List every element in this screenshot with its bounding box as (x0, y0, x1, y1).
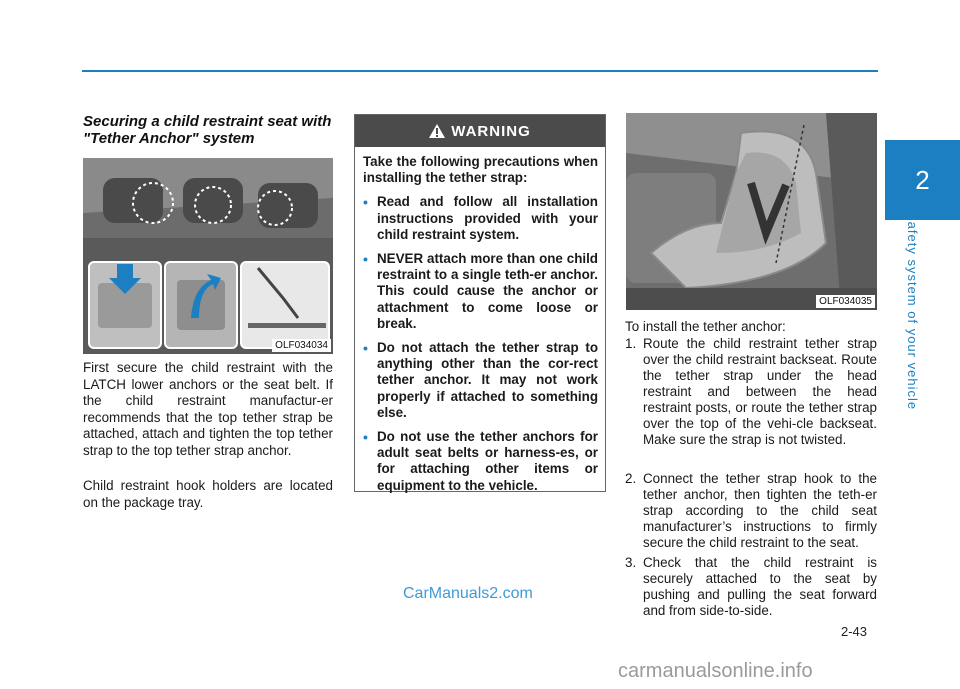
step-number: 1. (625, 336, 637, 351)
step-text: Connect the tether strap hook to the tether anchor, then tighten the teth-er strap according to the child seat manufacturer’s instructions to firmly secure the child restraint to the seat. (643, 471, 877, 550)
step-number: 3. (625, 555, 637, 570)
step-text: Check that the child restraint is securely attached to the seat by pushing and pulling the seat forward and from side-to-side. (643, 555, 877, 618)
warning-title: WARNING (451, 122, 531, 140)
install-step (625, 555, 877, 619)
section-heading: Securing a child restraint seat with "Tether Anchor" system (83, 113, 332, 147)
warning-header (355, 115, 605, 147)
child-seat-illustration (626, 113, 877, 310)
step-number: 2. (625, 471, 637, 486)
warning-item (363, 194, 598, 243)
chapter-tab (885, 140, 960, 220)
page-number: 2-43 (841, 624, 868, 639)
rear-seat-illustration (83, 158, 333, 354)
footer-watermark: carmanualsonline.info (618, 660, 813, 682)
bullet-icon: • (363, 251, 368, 268)
warning-item-text: Do not use the tether anchors for adult seat belts or harness-es, or for attaching other items or equipment to the vehicle. (377, 429, 598, 493)
figure-label: OLF034035 (816, 295, 875, 308)
install-step (625, 336, 877, 448)
bullet-icon: • (363, 194, 368, 211)
tether-anchor-figure (83, 158, 333, 354)
warning-body (355, 147, 605, 494)
step-text: Route the child restraint tether strap over the child restraint backseat. Route the tether strap under the head restraint and between the head restraint posts, or route the tether strap over the top of the vehi-cle backseat. Make sure the strap is not twisted. (643, 336, 877, 447)
install-intro: To install the tether anchor: (625, 319, 786, 334)
figure-label: OLF034034 (272, 339, 331, 352)
warning-item-text: NEVER attach more than one child restraint to a single teth-er anchor. This could cause the anchor or attachment to come loose or break. (377, 251, 598, 331)
bullet-icon: • (363, 429, 368, 446)
child-seat-figure (626, 113, 877, 310)
chapter-number: 2 (915, 164, 930, 195)
bullet-icon: • (363, 340, 368, 357)
top-rule (82, 70, 878, 72)
install-step (625, 471, 877, 551)
warning-box (354, 114, 606, 492)
warning-item (363, 340, 598, 421)
warning-item (363, 429, 598, 494)
chapter-title: Safety system of your vehicle (905, 212, 920, 411)
warning-item (363, 251, 598, 332)
watermark-link[interactable]: CarManuals2.com (403, 585, 533, 602)
warning-intro: Take the following precautions when installing the tether strap: (363, 154, 598, 186)
warning-item-text: Do not attach the tether strap to anything other than the cor-rect tether anchor. It may not work properly if attached to something else. (377, 340, 598, 420)
paragraph-hook-holders: Child restraint hook holders are located on the package tray. (83, 478, 333, 510)
paragraph-secure-restraint: First secure the child restraint with the LATCH lower anchors or the seat belt. If the child restraint manufactur-er recommends that the top tether strap be attached, attach and tighten the top tether strap to the top tether strap anchor. (83, 360, 333, 458)
warning-triangle-icon (429, 124, 445, 138)
warning-item-text: Read and follow all installation instructions provided with your child restraint system. (377, 194, 598, 242)
